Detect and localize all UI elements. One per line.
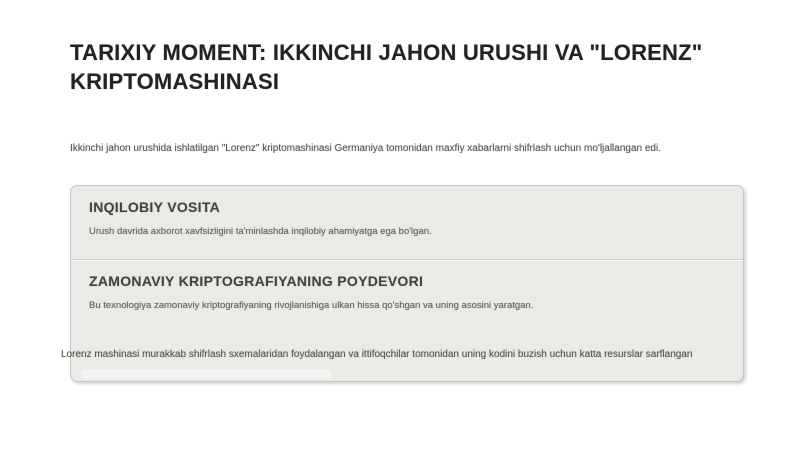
section-heading: INQILOBIY VOSITA bbox=[89, 199, 221, 215]
page-title: TARIXIY MOMENT: IKKINCHI JAHON URUSHI VA "LORENZ" KRIPTOMASHINASI bbox=[70, 40, 703, 94]
card-section-revolutionary-tool bbox=[71, 186, 743, 260]
page-subtitle: Ikkinchi jahon urushida ishlatilgan "Lorenz" kriptomashinasi Germaniya tomonidan maxfiy xabarlarni shifrlash uchun mo'ljallangan edi. bbox=[70, 143, 661, 154]
footnote-text: Lorenz mashinasi murakkab shifrlash sxemalaridan foydalangan va ittifoqchilar tomonidan uning kodini buzish uchun katta resurslar sarflangan bbox=[61, 349, 693, 360]
card-section-modern-cryptography bbox=[71, 260, 743, 312]
section-body: Bu texnologiya zamonaviy kriptografiyaning rivojlanishiga ulkan hissa qo'shgan va uning asosini yaratgan. bbox=[89, 300, 534, 311]
section-heading: ZAMONAVIY KRIPTOGRAFIYANING POYDEVORI bbox=[89, 273, 424, 289]
section-body: Urush davrida axborot xavfsizligini ta'minlashda inqilobiy ahamiyatga ega bo'lgan. bbox=[89, 226, 432, 237]
